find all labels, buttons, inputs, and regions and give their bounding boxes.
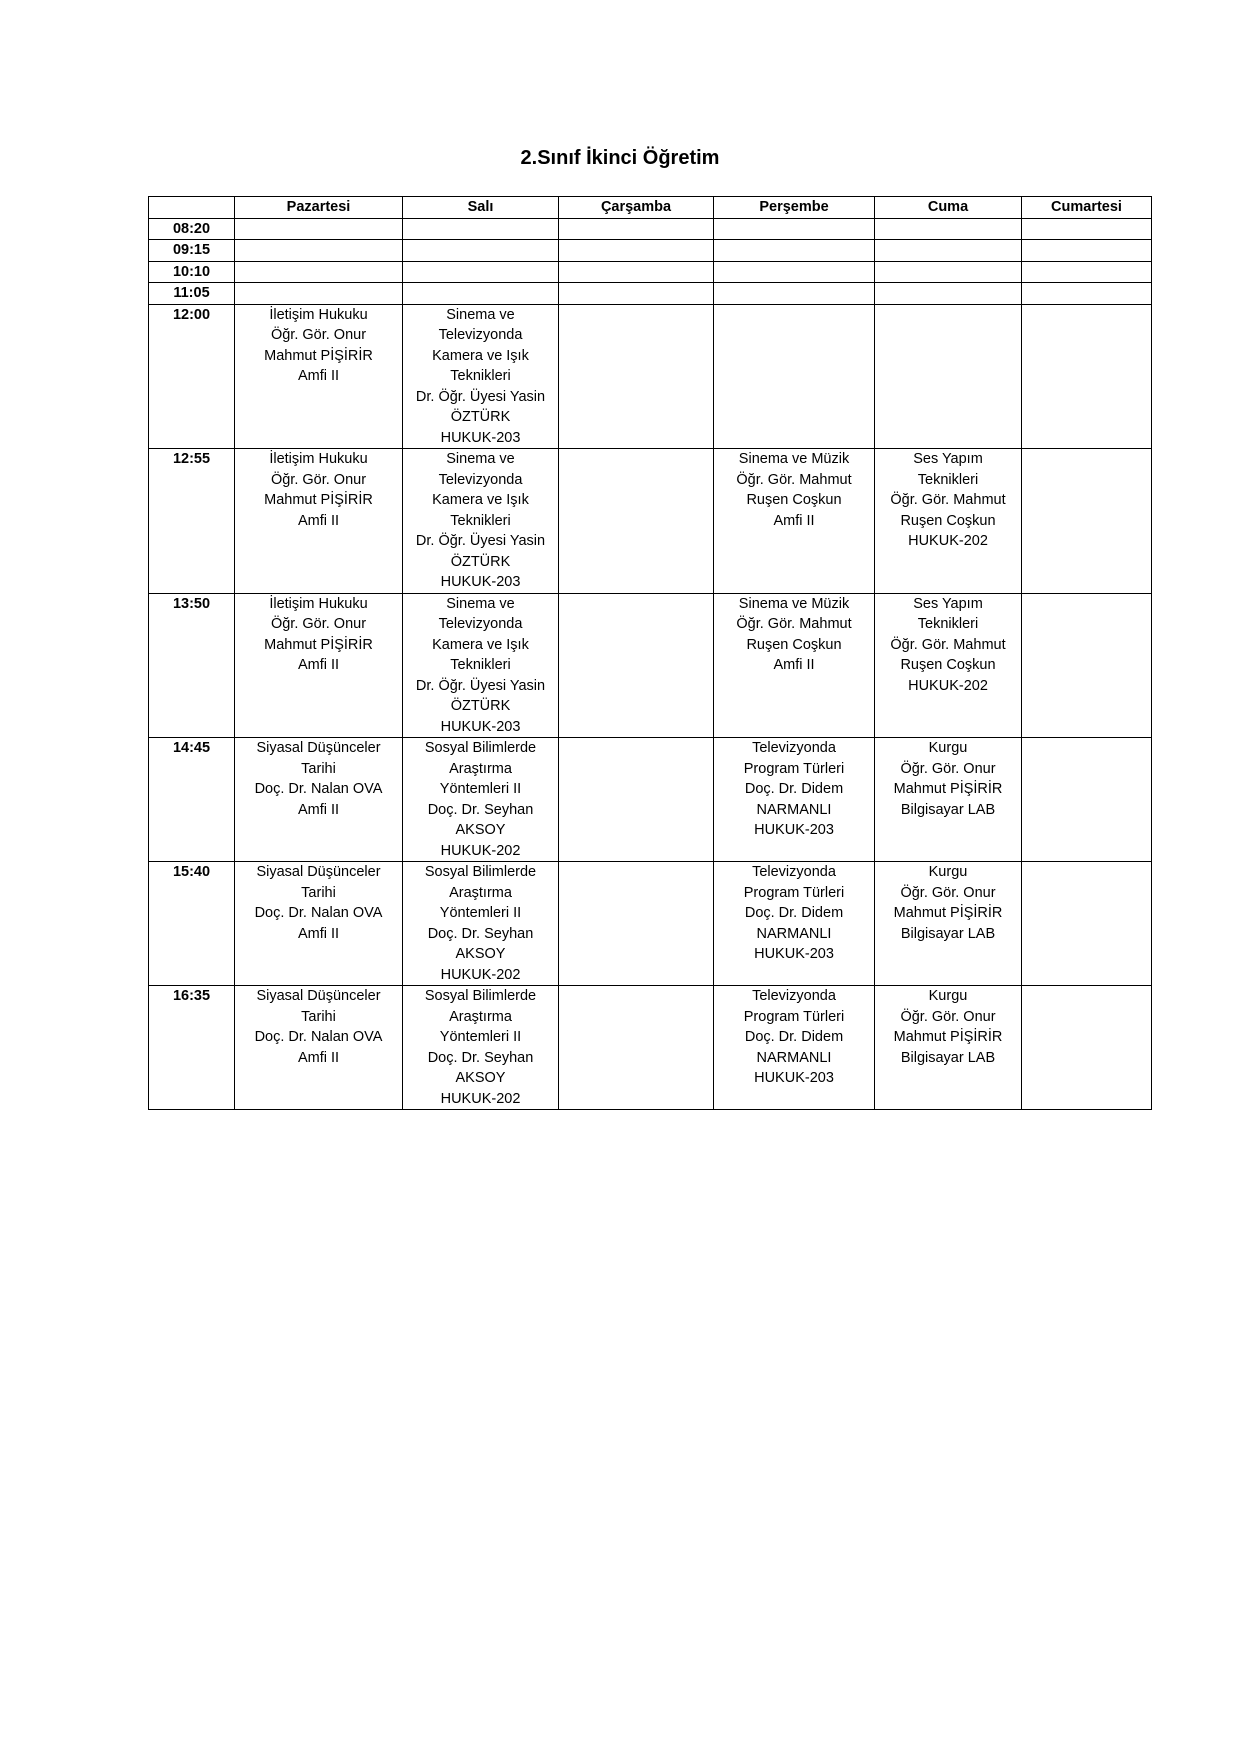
course-text-line: Kurgu [928, 740, 968, 756]
course-text-line: Mahmut PİŞİRİR [893, 1029, 1003, 1045]
course-text-line: Öğr. Gör. Onur [270, 471, 367, 488]
course-cell-cumartesi [1022, 986, 1152, 1110]
time-slot-row [149, 283, 1152, 305]
course-text-line: Öğr. Gör. Onur [270, 616, 367, 632]
course-text-line: NARMANLI [756, 925, 832, 942]
course-text-line: Ses Yapım [913, 595, 983, 612]
time-cell: 09:15 [149, 240, 235, 262]
course-text-line: Doç. Dr. Nalan OVA [254, 1029, 383, 1045]
course-cell-pazartesi [235, 738, 403, 862]
course-text-line: İletişim Hukuku [269, 451, 368, 467]
course-text-line: Yöntemleri II [439, 781, 522, 797]
time-cell: 10:10 [149, 261, 235, 283]
time-slot-row [149, 449, 1152, 594]
course-cell-persembe [714, 261, 875, 283]
course-text-line: Siyasal Düşünceler [256, 864, 381, 880]
course-text-line: Televizyonda [438, 471, 523, 488]
timetable-body [149, 218, 1152, 1110]
course-cell-persembe [714, 862, 875, 986]
course-text-line: Amfi II [297, 368, 340, 384]
course-cell-persembe [714, 304, 875, 449]
course-text-line: Program Türleri [743, 884, 845, 901]
course-text-line: NARMANLI [756, 1049, 832, 1066]
course-cell-persembe [714, 738, 875, 862]
timetable [148, 196, 1152, 1110]
time-slot-row [149, 240, 1152, 262]
course-text-line: Mahmut PİŞİRİR [893, 781, 1003, 797]
course-text-line: Kurgu [928, 988, 968, 1004]
course-text-line: Öğr. Gör. Mahmut [890, 492, 1006, 508]
course-text-line: AKSOY [455, 1070, 506, 1086]
course-text-line: Ruşen Coşkun [900, 512, 996, 529]
course-cell-cuma [875, 738, 1022, 862]
course-text-line: Doç. Dr. Seyhan [427, 801, 534, 818]
course-cell-pazartesi [235, 986, 403, 1110]
course-cell-sali [403, 304, 559, 449]
course-text-line: Teknikleri [450, 368, 511, 384]
course-text-line: Televizyonda [438, 327, 523, 343]
page-title: 2.Sınıf İkinci Öğretim [520, 147, 720, 169]
course-cell-cumartesi [1022, 449, 1152, 594]
course-text-line: Dr. Öğr. Üyesi Yasin [415, 533, 546, 549]
course-text-line: Sinema ve Müzik [738, 595, 850, 612]
course-cell-carsamba [559, 261, 714, 283]
course-text-line: HUKUK-203 [440, 718, 521, 735]
course-cell-sali [403, 986, 559, 1110]
course-text-line: HUKUK-203 [754, 1070, 834, 1086]
course-text-line: Program Türleri [743, 1008, 845, 1025]
course-text-line: HUKUK-203 [754, 946, 834, 962]
course-text-line: Televizyonda [752, 740, 836, 756]
course-text-line: Kamera ve Işık [432, 347, 529, 364]
course-text-line: Sosyal Bilimlerde [424, 864, 537, 880]
course-cell-cuma [875, 986, 1022, 1110]
course-text-line: ÖZTÜRK [450, 698, 511, 714]
course-text-line: Siyasal Düşünceler [256, 988, 381, 1004]
course-text-line: Sinema ve [446, 306, 515, 323]
time-cell: 12:55 [149, 449, 235, 594]
course-cell-pazartesi [235, 593, 403, 738]
course-text-line: HUKUK-202 [908, 677, 988, 694]
time-slot-row [149, 738, 1152, 862]
course-text-line: Öğr. Gör. Mahmut [736, 471, 852, 488]
course-text-line: AKSOY [455, 946, 506, 962]
time-slot-row [149, 218, 1152, 240]
course-text-line: İletişim Hukuku [269, 595, 368, 612]
course-text-line: Sinema ve [446, 451, 515, 467]
course-text-line: Mahmut PİŞİRİR [264, 492, 373, 508]
course-cell-cuma [875, 240, 1022, 262]
time-cell: 14:45 [149, 738, 235, 862]
course-text-line: Öğr. Gör. Onur [900, 1008, 996, 1025]
course-cell-pazartesi [235, 218, 403, 240]
course-text-line: HUKUK-203 [754, 822, 834, 838]
course-text-line: Dr. Öğr. Üyesi Yasin [415, 388, 546, 405]
course-cell-carsamba [559, 449, 714, 594]
course-text-line: Öğr. Gör. Onur [900, 760, 996, 777]
course-cell-carsamba [559, 218, 714, 240]
header-row [149, 197, 1152, 219]
course-cell-persembe [714, 218, 875, 240]
course-text-line: Yöntemleri II [439, 1029, 522, 1045]
course-cell-pazartesi [235, 261, 403, 283]
course-cell-sali [403, 738, 559, 862]
day-header-persembe: Perşembe [714, 197, 875, 219]
time-cell: 12:00 [149, 304, 235, 449]
course-cell-cumartesi [1022, 862, 1152, 986]
course-cell-pazartesi [235, 240, 403, 262]
course-text-line: AKSOY [455, 822, 506, 838]
course-cell-sali [403, 449, 559, 594]
course-text-line: Sinema ve [446, 595, 515, 612]
course-text-line: HUKUK-202 [440, 966, 521, 983]
course-text-line: NARMANLI [756, 801, 832, 818]
course-text-line: Kamera ve Işık [432, 492, 529, 508]
day-header-cumartesi: Cumartesi [1022, 197, 1152, 219]
course-text-line: Doç. Dr. Didem [744, 781, 844, 797]
course-text-line: Amfi II [297, 925, 340, 942]
course-text-line: Dr. Öğr. Üyesi Yasin [415, 677, 546, 694]
course-cell-cuma [875, 593, 1022, 738]
course-text-line: Bilgisayar LAB [900, 801, 996, 818]
course-cell-sali [403, 240, 559, 262]
course-cell-carsamba [559, 304, 714, 449]
course-cell-carsamba [559, 240, 714, 262]
course-cell-cuma [875, 218, 1022, 240]
course-cell-sali [403, 593, 559, 738]
course-text-line: Kamera ve Işık [432, 636, 529, 653]
course-text-line: Siyasal Düşünceler [256, 740, 381, 756]
course-text-line: Bilgisayar LAB [900, 925, 996, 942]
course-cell-pazartesi [235, 283, 403, 305]
course-text-line: Doç. Dr. Didem [744, 905, 844, 921]
course-cell-persembe [714, 986, 875, 1110]
course-text-line: Doç. Dr. Seyhan [427, 1049, 534, 1066]
time-slot-row [149, 304, 1152, 449]
course-text-line: HUKUK-202 [440, 842, 521, 859]
course-cell-sali [403, 862, 559, 986]
course-text-line: Araştırma [449, 760, 512, 777]
course-text-line: Mahmut PİŞİRİR [264, 636, 373, 653]
course-cell-cumartesi [1022, 240, 1152, 262]
course-text-line: Ruşen Coşkun [746, 636, 842, 653]
course-cell-cuma [875, 862, 1022, 986]
course-cell-persembe [714, 593, 875, 738]
course-text-line: Ruşen Coşkun [746, 492, 842, 508]
course-cell-cuma [875, 449, 1022, 594]
course-text-line: Araştırma [449, 884, 512, 901]
course-cell-sali [403, 261, 559, 283]
course-cell-sali [403, 283, 559, 305]
course-cell-carsamba [559, 283, 714, 305]
course-text-line: HUKUK-203 [440, 574, 521, 590]
time-slot-row [149, 593, 1152, 738]
course-text-line: Amfi II [773, 512, 815, 529]
course-text-line: İletişim Hukuku [269, 306, 368, 323]
time-cell: 08:20 [149, 218, 235, 240]
course-cell-cumartesi [1022, 261, 1152, 283]
course-text-line: HUKUK-202 [908, 533, 988, 549]
time-slot-row [149, 261, 1152, 283]
course-text-line: Program Türleri [743, 760, 845, 777]
course-text-line: Teknikleri [450, 657, 511, 673]
course-text-line: ÖZTÜRK [450, 409, 511, 425]
course-cell-pazartesi [235, 862, 403, 986]
course-cell-carsamba [559, 738, 714, 862]
course-cell-carsamba [559, 593, 714, 738]
course-cell-sali [403, 218, 559, 240]
time-slot-row [149, 986, 1152, 1110]
course-cell-cumartesi [1022, 738, 1152, 862]
course-text-line: Doç. Dr. Didem [744, 1029, 844, 1045]
course-text-line: Ses Yapım [913, 451, 983, 467]
course-cell-cumartesi [1022, 304, 1152, 449]
course-text-line: Öğr. Gör. Onur [270, 327, 367, 343]
course-text-line: Tarihi [301, 1008, 336, 1025]
course-text-line: Mahmut PİŞİRİR [893, 905, 1003, 921]
course-cell-persembe [714, 449, 875, 594]
course-text-line: Mahmut PİŞİRİR [264, 347, 373, 364]
day-header-cuma: Cuma [875, 197, 1022, 219]
course-cell-cumartesi [1022, 283, 1152, 305]
course-cell-pazartesi [235, 304, 403, 449]
course-cell-cuma [875, 261, 1022, 283]
course-cell-cumartesi [1022, 218, 1152, 240]
course-text-line: Amfi II [297, 801, 340, 818]
time-cell: 16:35 [149, 986, 235, 1110]
time-slot-row [149, 862, 1152, 986]
course-text-line: Öğr. Gör. Mahmut [736, 616, 852, 632]
course-text-line: Sosyal Bilimlerde [424, 740, 537, 756]
course-text-line: Amfi II [297, 1049, 340, 1066]
course-text-line: Öğr. Gör. Mahmut [890, 636, 1006, 653]
course-text-line: Sosyal Bilimlerde [424, 988, 537, 1004]
course-text-line: Teknikleri [917, 471, 979, 488]
course-cell-cuma [875, 283, 1022, 305]
course-cell-pazartesi [235, 449, 403, 594]
course-text-line: Kurgu [928, 864, 968, 880]
course-text-line: Tarihi [301, 760, 336, 777]
course-text-line: Televizyonda [752, 988, 836, 1004]
course-cell-cuma [875, 304, 1022, 449]
course-text-line: Amfi II [773, 657, 815, 673]
course-cell-cumartesi [1022, 593, 1152, 738]
course-text-line: Bilgisayar LAB [900, 1049, 996, 1066]
course-text-line: ÖZTÜRK [450, 553, 511, 570]
course-cell-persembe [714, 283, 875, 305]
course-cell-carsamba [559, 862, 714, 986]
course-text-line: Teknikleri [450, 512, 511, 529]
course-text-line: Öğr. Gör. Onur [900, 884, 996, 901]
course-text-line: HUKUK-202 [440, 1090, 521, 1107]
course-text-line: HUKUK-203 [440, 429, 521, 446]
course-text-line: Televizyonda [438, 616, 523, 632]
day-header-pazartesi: Pazartesi [235, 197, 403, 219]
course-text-line: Doç. Dr. Nalan OVA [254, 905, 383, 921]
time-cell: 15:40 [149, 862, 235, 986]
course-text-line: Doç. Dr. Seyhan [427, 925, 534, 942]
course-text-line: Doç. Dr. Nalan OVA [254, 781, 383, 797]
course-text-line: Teknikleri [917, 616, 979, 632]
course-text-line: Sinema ve Müzik [738, 451, 850, 467]
course-text-line: Araştırma [449, 1008, 512, 1025]
day-header-carsamba: Çarşamba [559, 197, 714, 219]
course-text-line: Amfi II [297, 512, 340, 529]
course-text-line: Tarihi [301, 884, 336, 901]
time-cell: 11:05 [149, 283, 235, 305]
course-cell-carsamba [559, 986, 714, 1110]
course-text-line: Yöntemleri II [439, 905, 522, 921]
time-cell: 13:50 [149, 593, 235, 738]
day-header-sali: Salı [403, 197, 559, 219]
corner-cell [149, 197, 235, 219]
course-text-line: Televizyonda [752, 864, 836, 880]
course-cell-persembe [714, 240, 875, 262]
course-text-line: Amfi II [297, 657, 340, 673]
course-text-line: Ruşen Coşkun [900, 657, 996, 673]
